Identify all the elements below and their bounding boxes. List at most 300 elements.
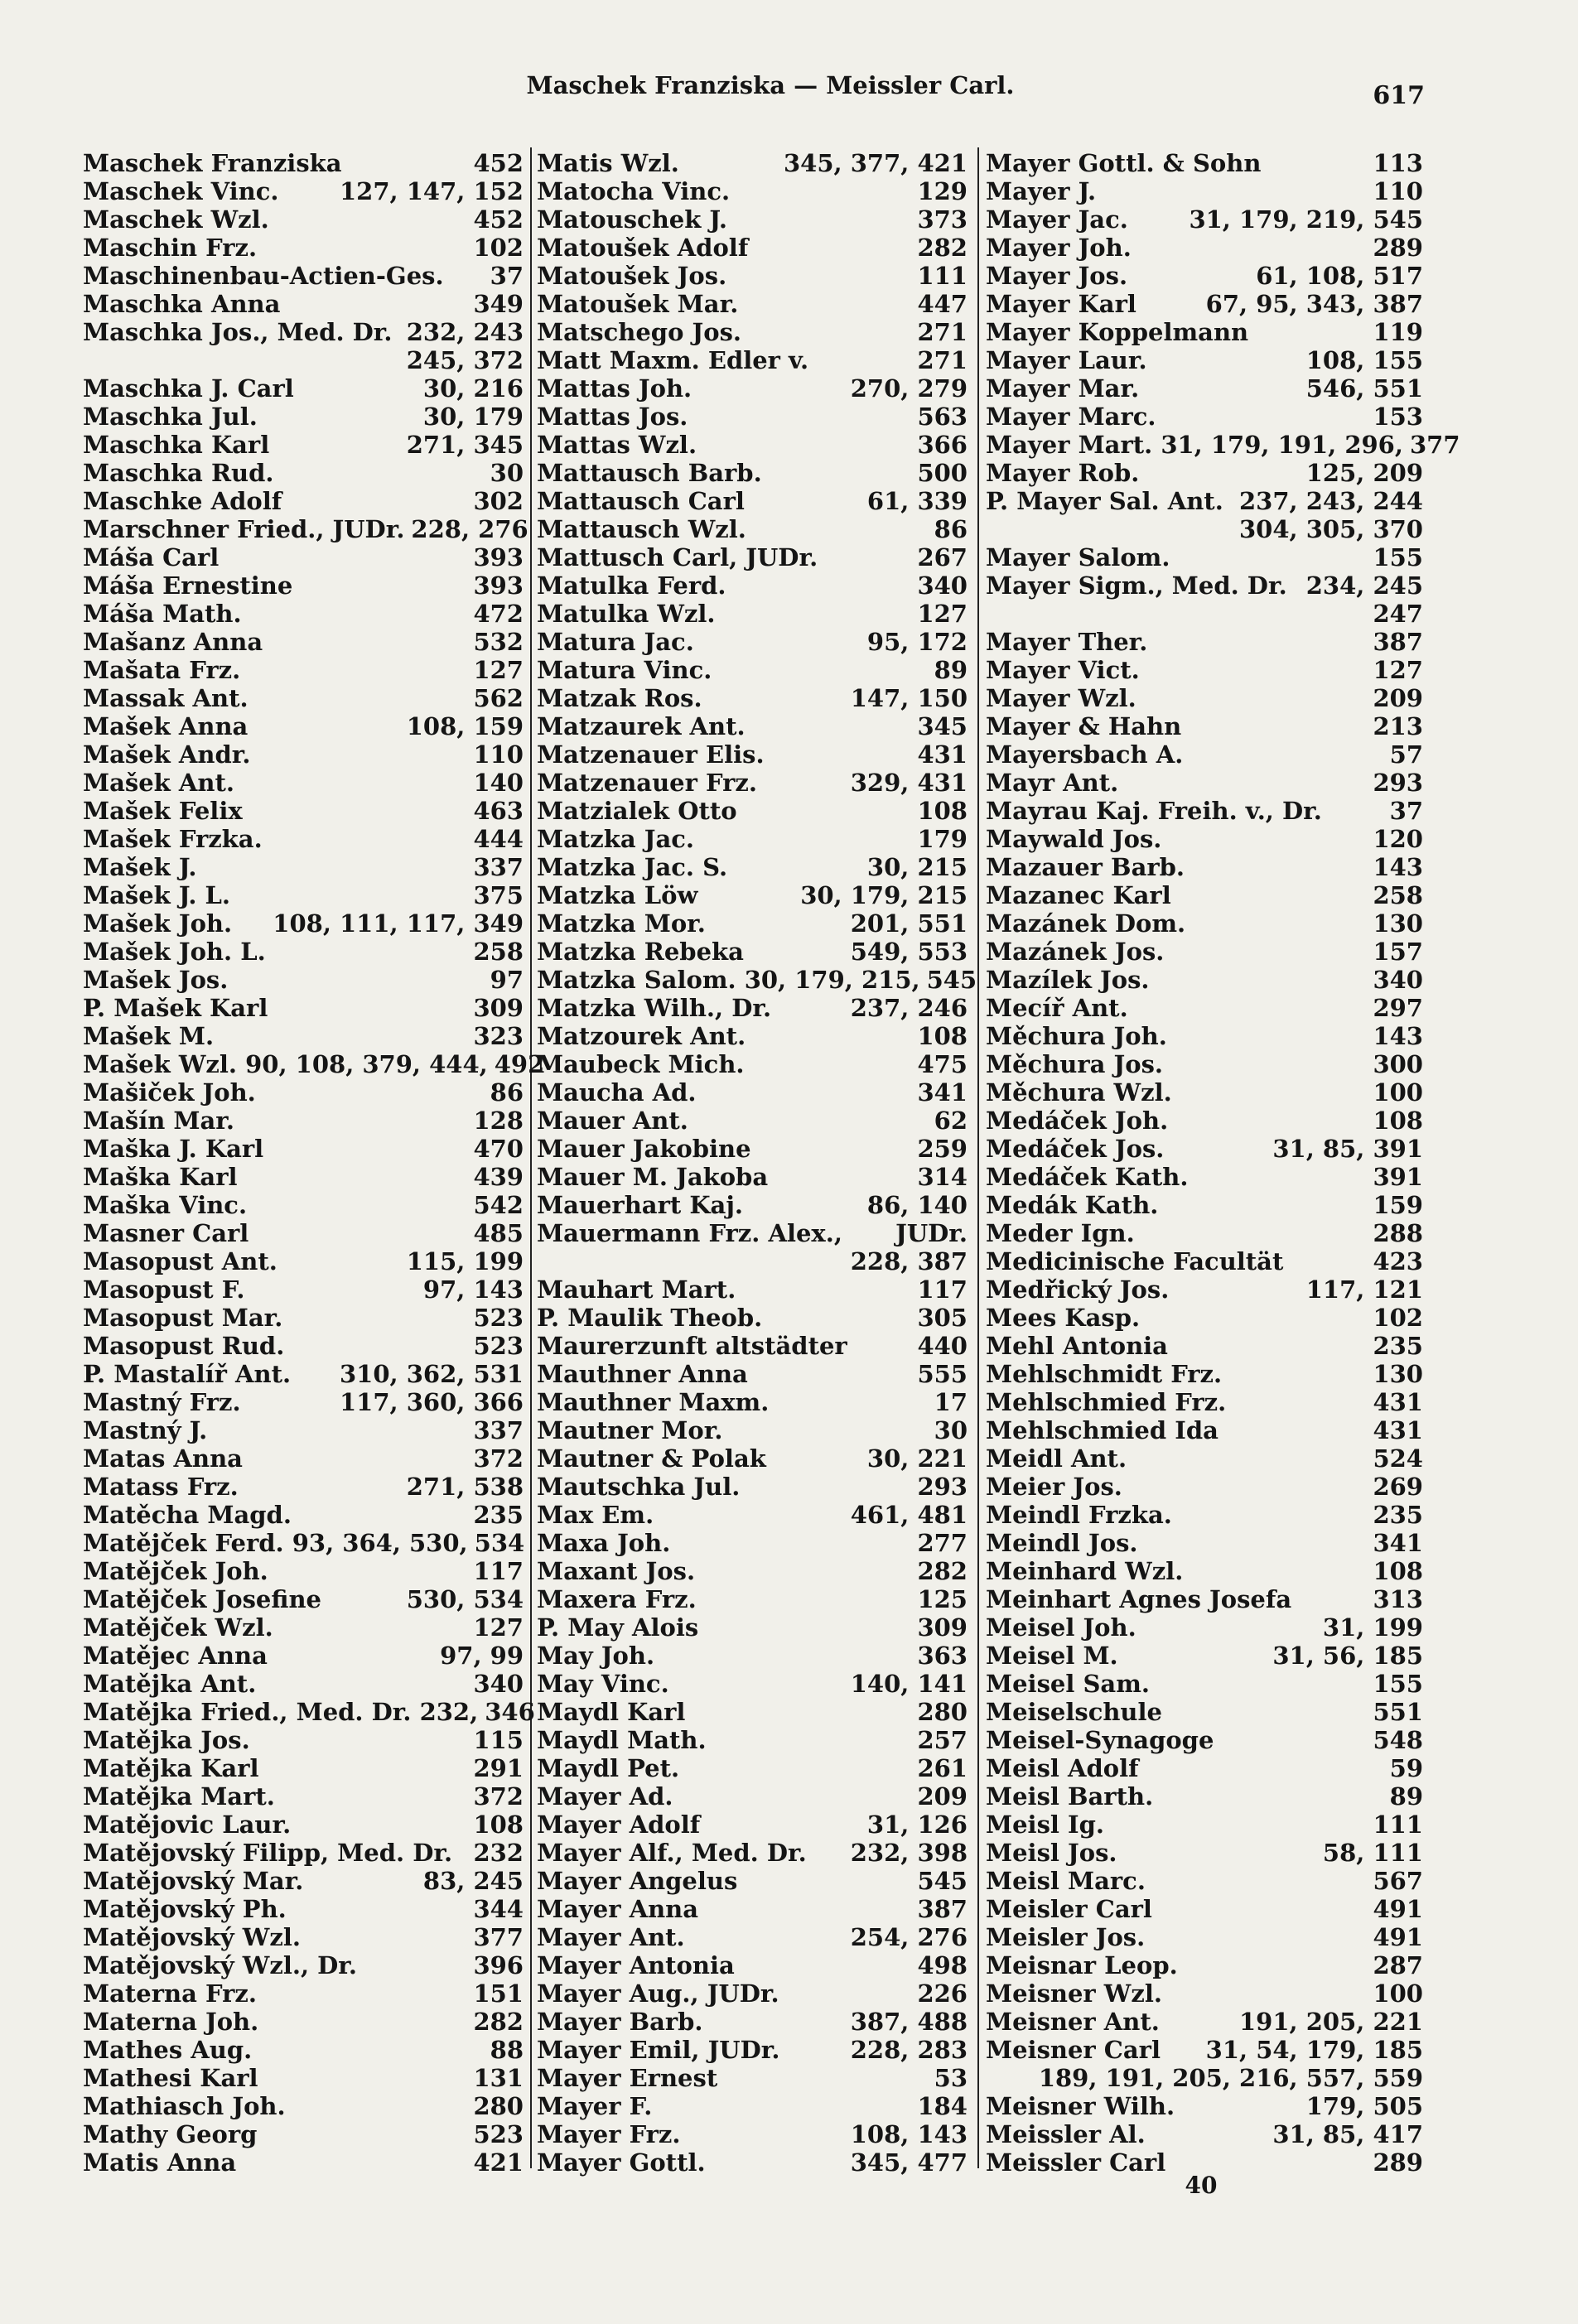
index-entry — [986, 1613, 1423, 1642]
entry-name: Matějec Anna — [83, 1642, 268, 1670]
index-entry — [537, 1304, 968, 1332]
entry-name: Mazánek Jos. — [986, 938, 1165, 966]
entry-name: Meisner Wilh. — [986, 2092, 1175, 2120]
index-entry — [986, 853, 1423, 881]
index-entry — [986, 262, 1423, 290]
index-column-2 — [537, 149, 977, 2177]
entry-pages: 270, 279 — [850, 374, 968, 403]
entry-name: Max Em. — [537, 1501, 654, 1529]
entry-name: Mattausch Barb. — [537, 459, 762, 487]
entry-pages: 157 — [1373, 938, 1423, 966]
entry-name: Matis Wzl. — [537, 149, 679, 177]
entry-name: Mayer Koppelmann — [986, 318, 1249, 346]
entry-name: Meisel Joh. — [986, 1613, 1136, 1642]
entry-name: Matějček Ferd. 93, 364, 530, — [83, 1529, 468, 1557]
entry-pages: 259 — [917, 1135, 968, 1163]
index-entry — [986, 1811, 1423, 1839]
entry-pages: 271, 538 — [406, 1473, 524, 1501]
entry-pages: 341 — [917, 1078, 968, 1107]
index-entry — [986, 205, 1423, 234]
entry-name: Matzak Ros. — [537, 684, 702, 712]
entry-pages: 237, 246 — [850, 994, 968, 1022]
index-entry — [537, 403, 968, 431]
index-entry — [537, 515, 968, 543]
entry-pages: 127 — [473, 1613, 524, 1642]
entry-pages: 61, 339 — [866, 487, 968, 515]
index-entry — [537, 205, 968, 234]
index-entry — [986, 1923, 1423, 1951]
index-entry — [986, 1979, 1423, 2008]
entry-name: Maška Karl — [83, 1163, 238, 1191]
index-entry — [537, 2092, 968, 2120]
entry-pages: 108, 143 — [850, 2120, 968, 2148]
index-entry — [537, 1867, 968, 1895]
entry-pages: 287 — [1373, 1951, 1423, 1979]
entry-name: Mašek Anna — [83, 712, 249, 740]
entry-name: Matzka Jac. — [537, 825, 695, 853]
entry-pages: 472 — [473, 600, 524, 628]
entry-name: Matějka Karl — [83, 1754, 259, 1782]
entry-pages: 258 — [473, 938, 524, 966]
page-header: Maschek Franziska — Meissler Carl. — [526, 71, 1015, 99]
entry-name: Maschka J. Carl — [83, 374, 294, 403]
entry-pages: 125, 209 — [1305, 459, 1423, 487]
index-entry — [986, 1163, 1423, 1191]
index-entry — [83, 374, 524, 403]
entry-pages: 548 — [1373, 1726, 1423, 1754]
entry-pages: 117 — [917, 1275, 968, 1304]
index-entry — [537, 825, 968, 853]
column-divider — [530, 147, 532, 2168]
entry-pages: 340 — [917, 571, 968, 600]
entry-pages: 551 — [1373, 1698, 1423, 1726]
entry-pages: 232, 243 — [406, 318, 524, 346]
entry-name: Matzenauer Frz. — [537, 769, 757, 797]
entry-name: Mauer M. Jakoba — [537, 1163, 769, 1191]
index-entry — [537, 2148, 968, 2177]
entry-name: Mayer Antonia — [537, 1951, 735, 1979]
entry-name: Mašek Felix — [83, 797, 243, 825]
entry-name: Mattas Jos. — [537, 403, 688, 431]
index-entry — [537, 1360, 968, 1388]
entry-pages: 323 — [473, 1022, 524, 1050]
entry-pages: 245, 372 — [406, 346, 524, 374]
index-entry — [537, 938, 968, 966]
index-entry — [537, 881, 968, 909]
entry-name: Matura Jac. — [537, 628, 694, 656]
index-entry — [537, 1275, 968, 1304]
index-entry — [83, 712, 524, 740]
entry-name: Masopust Mar. — [83, 1304, 283, 1332]
index-entry — [537, 1839, 968, 1867]
entry-pages: 341 — [1373, 1529, 1423, 1557]
entry-pages: 117, 360, 366 — [340, 1388, 524, 1416]
entry-pages: 128 — [473, 1107, 524, 1135]
index-entry — [986, 571, 1423, 600]
entry-pages: 140, 141 — [850, 1670, 968, 1698]
entry-name: Mauer Jakobine — [537, 1135, 751, 1163]
entry-name: Meisel M. — [986, 1642, 1118, 1670]
entry-name: Mayer Salom. — [986, 543, 1170, 571]
index-entry — [83, 1726, 524, 1754]
index-entry — [83, 1613, 524, 1642]
index-entry — [986, 1444, 1423, 1473]
index-entry — [986, 290, 1423, 318]
entry-name: Maurerzunft altstädter — [537, 1332, 847, 1360]
entry-name: Matějovský Ph. — [83, 1895, 287, 1923]
entry-name: P. Mašek Karl — [83, 994, 268, 1022]
index-entry — [83, 149, 524, 177]
entry-pages: 113 — [1373, 149, 1423, 177]
index-entry — [986, 234, 1423, 262]
entry-name: Maschka Rud. — [83, 459, 274, 487]
entry-name: Mašek Joh. L. — [83, 938, 266, 966]
entry-name: Matzenauer Elis. — [537, 740, 765, 769]
entry-pages: 86 — [490, 1078, 524, 1107]
index-entry — [83, 1670, 524, 1698]
index-entry — [537, 1642, 968, 1670]
entry-pages: 463 — [473, 797, 524, 825]
entry-pages: 143 — [1373, 853, 1423, 881]
entry-pages: 567 — [1373, 1867, 1423, 1895]
entry-name: Mattas Wzl. — [537, 431, 697, 459]
entry-name: Mazánek Dom. — [986, 909, 1186, 938]
entry-pages: 545 — [917, 1867, 968, 1895]
entry-pages: 129 — [917, 177, 968, 205]
index-entry — [986, 1050, 1423, 1078]
index-entry — [986, 1782, 1423, 1811]
entry-name: Medáček Joh. — [986, 1107, 1169, 1135]
entry-pages: 313 — [1373, 1585, 1423, 1613]
entry-pages: 530, 534 — [406, 1585, 524, 1613]
entry-pages: 102 — [1373, 1304, 1423, 1332]
entry-name: Mautschka Jul. — [537, 1473, 741, 1501]
entry-pages: 31, 56, 185 — [1272, 1642, 1423, 1670]
entry-name: P. Mayer Sal. Ant. — [986, 487, 1223, 515]
index-entry — [986, 1219, 1423, 1247]
index-entry — [537, 2008, 968, 2036]
entry-pages: 271 — [917, 346, 968, 374]
entry-name: Meder Ign. — [986, 1219, 1135, 1247]
entry-name: Meisel Sam. — [986, 1670, 1150, 1698]
index-entry — [83, 1951, 524, 1979]
entry-pages: 373 — [917, 205, 968, 234]
entry-name: Maschka Karl — [83, 431, 270, 459]
index-entry — [83, 177, 524, 205]
index-entry — [83, 1275, 524, 1304]
entry-pages: 372 — [473, 1782, 524, 1811]
index-entry — [986, 1388, 1423, 1416]
index-entry — [986, 149, 1423, 177]
entry-pages: 53 — [934, 2064, 968, 2092]
index-entry — [986, 712, 1423, 740]
entry-name: Medáček Jos. — [986, 1135, 1165, 1163]
entry-pages: 291 — [473, 1754, 524, 1782]
entry-name: Maucha Ad. — [537, 1078, 697, 1107]
index-entry — [537, 543, 968, 571]
index-entry — [986, 374, 1423, 403]
index-entry — [83, 318, 524, 346]
index-entry — [537, 262, 968, 290]
entry-pages: 30, 179 — [422, 403, 524, 431]
index-entry — [537, 1191, 968, 1219]
entry-name: Meisner Wzl. — [986, 1979, 1162, 2008]
entry-name: Meisel-Synagoge — [986, 1726, 1214, 1754]
entry-pages: 102 — [473, 234, 524, 262]
entry-pages: 555 — [917, 1360, 968, 1388]
entry-name: Meinhard Wzl. — [986, 1557, 1184, 1585]
entry-name: Mašek J. L. — [83, 881, 231, 909]
index-entry — [537, 1388, 968, 1416]
entry-name: Matura Vinc. — [537, 656, 712, 684]
index-entry — [986, 1022, 1423, 1050]
entry-pages: 108 — [1373, 1557, 1423, 1585]
entry-name: Mayersbach A. — [986, 740, 1184, 769]
entry-pages: 523 — [473, 1332, 524, 1360]
entry-pages: 125 — [917, 1585, 968, 1613]
index-entry — [537, 177, 968, 205]
index-entry — [986, 2064, 1423, 2092]
entry-pages: 492 — [494, 1050, 545, 1078]
entry-pages: 117 — [473, 1557, 524, 1585]
entry-pages: 226 — [917, 1979, 968, 2008]
index-entry — [986, 740, 1423, 769]
entry-pages: 304, 305, 370 — [1239, 515, 1423, 543]
entry-pages: 491 — [1373, 1895, 1423, 1923]
entry-pages: 366 — [917, 431, 968, 459]
entry-pages: 179, 505 — [1305, 2092, 1423, 2120]
entry-pages: 143 — [1373, 1022, 1423, 1050]
entry-pages: 108, 111, 117, 349 — [273, 909, 524, 938]
entry-name: Matoušek Mar. — [537, 290, 739, 318]
index-entry — [83, 1022, 524, 1050]
index-entry — [83, 1698, 535, 1726]
entry-pages: 130 — [1373, 909, 1423, 938]
index-entry — [83, 1050, 545, 1078]
index-entry — [537, 1501, 968, 1529]
entry-name: Mehlschmied Ida — [986, 1416, 1218, 1444]
index-entry — [537, 1726, 968, 1754]
index-entry — [537, 1529, 968, 1557]
entry-pages: 237, 243, 244 — [1239, 487, 1423, 515]
entry-pages: 86, 140 — [866, 1191, 968, 1219]
index-entry — [83, 1811, 524, 1839]
entry-pages: 201, 551 — [850, 909, 968, 938]
index-entry — [83, 1501, 524, 1529]
entry-pages: 431 — [917, 740, 968, 769]
index-entry — [83, 909, 524, 938]
index-entry — [83, 1867, 524, 1895]
index-entry — [986, 938, 1423, 966]
index-entry — [83, 2148, 524, 2177]
entry-pages: 440 — [917, 1332, 968, 1360]
entry-name: Masopust Ant. — [83, 1247, 277, 1275]
entry-pages: 155 — [1373, 1670, 1423, 1698]
entry-name: Maschek Wzl. — [83, 205, 269, 234]
entry-name: Mayer Rob. — [986, 459, 1140, 487]
entry-name: Mašek Andr. — [83, 740, 251, 769]
entry-name: Mayer Mar. — [986, 374, 1140, 403]
entry-name: Meisl Jos. — [986, 1839, 1117, 1867]
index-entry — [986, 1895, 1423, 1923]
index-entry — [83, 938, 524, 966]
entry-pages: 83, 245 — [422, 1867, 524, 1895]
entry-name: Maška Vinc. — [83, 1191, 248, 1219]
index-entry — [83, 1444, 524, 1473]
entry-name: Mayer Adolf — [537, 1811, 701, 1839]
entry-name: Matěcha Magd. — [83, 1501, 292, 1529]
entry-pages: 31, 85, 417 — [1272, 2120, 1423, 2148]
entry-pages: 542 — [473, 1191, 524, 1219]
index-entry — [83, 1895, 524, 1923]
entry-pages: 289 — [1373, 2148, 1423, 2177]
index-entry — [986, 1951, 1423, 1979]
index-entry — [986, 825, 1423, 853]
entry-pages: 391 — [1373, 1163, 1423, 1191]
printer-signature: 40 — [1185, 2172, 1218, 2199]
index-entry — [83, 290, 524, 318]
entry-pages: 282 — [917, 234, 968, 262]
entry-name: Maschinenbau-Actien-Ges. — [83, 262, 444, 290]
index-entry — [537, 1923, 968, 1951]
index-entry — [537, 656, 968, 684]
entry-name: Matějček Wzl. — [83, 1613, 273, 1642]
entry-pages: 297 — [1373, 994, 1423, 1022]
entry-name: Mecíř Ant. — [986, 994, 1128, 1022]
entry-pages: 110 — [1373, 177, 1423, 205]
entry-name: Mayer Emil, JUDr. — [537, 2036, 780, 2064]
entry-name: Meisnar Leop. — [986, 1951, 1178, 1979]
entry-pages: 363 — [917, 1642, 968, 1670]
entry-name: Mayr Ant. — [986, 769, 1119, 797]
entry-name: Mašek Frzka. — [83, 825, 263, 853]
entry-pages: 232 — [473, 1839, 524, 1867]
index-entry — [986, 1867, 1423, 1895]
entry-pages: 120 — [1373, 825, 1423, 853]
entry-name: Matzka Salom. 30, 179, 215, — [537, 966, 920, 994]
entry-pages: 337 — [473, 1416, 524, 1444]
entry-name: Mehlschmidt Frz. — [986, 1360, 1223, 1388]
entry-name: Mazanec Karl — [986, 881, 1171, 909]
entry-name: Matějovský Wzl. — [83, 1923, 301, 1951]
entry-pages: 89 — [934, 656, 968, 684]
index-entry — [537, 487, 968, 515]
entry-name: Matzialek Otto — [537, 797, 737, 825]
index-entry — [986, 1501, 1423, 1529]
entry-pages: 337 — [473, 853, 524, 881]
entry-name: Matějka Ant. — [83, 1670, 257, 1698]
entry-name: Mauerhart Kaj. — [537, 1191, 743, 1219]
index-entry — [986, 459, 1423, 487]
index-entry — [83, 1304, 524, 1332]
entry-pages: 127 — [473, 656, 524, 684]
entry-name: Maubeck Mich. — [537, 1050, 745, 1078]
entry-name: Medicinische Facultät — [986, 1247, 1284, 1275]
entry-pages: 393 — [473, 543, 524, 571]
entry-name: Maywald Jos. — [986, 825, 1162, 853]
entry-pages: 97, 99 — [440, 1642, 524, 1670]
entry-name: Mayer Ant. — [537, 1923, 685, 1951]
entry-name: Maschka Jul. — [83, 403, 258, 431]
index-entry — [986, 1360, 1423, 1388]
entry-pages: 340 — [1373, 966, 1423, 994]
entry-name: Mayer Vict. — [986, 656, 1140, 684]
entry-name: Marschner Fried., JUDr. — [83, 515, 405, 543]
index-entry — [537, 1135, 968, 1163]
entry-name: Máša Ernestine — [83, 571, 293, 600]
entry-name: Mayer Wzl. — [986, 684, 1136, 712]
entry-name: Meisner Ant. — [986, 2008, 1160, 2036]
entry-name: Mauhart Mart. — [537, 1275, 736, 1304]
entry-name: Meisler Jos. — [986, 1923, 1146, 1951]
entry-name: Meier Jos. — [986, 1473, 1122, 1501]
index-entry — [537, 1951, 968, 1979]
entry-pages: 108 — [917, 797, 968, 825]
entry-name: Matzka Mor. — [537, 909, 706, 938]
entry-name: Mehl Antonia — [986, 1332, 1168, 1360]
index-entry — [83, 346, 524, 374]
index-entry — [986, 177, 1423, 205]
entry-pages: 345, 477 — [850, 2148, 968, 2177]
entry-pages: 95, 172 — [866, 628, 968, 656]
entry-pages: 310, 362, 531 — [340, 1360, 524, 1388]
entry-name: Materna Frz. — [83, 1979, 257, 2008]
index-entry — [83, 2008, 524, 2036]
index-entry — [537, 712, 968, 740]
entry-pages: 17 — [934, 1388, 968, 1416]
entry-pages: 57 — [1389, 740, 1423, 769]
entry-pages: 228, 387 — [850, 1247, 968, 1275]
index-entry — [83, 2036, 524, 2064]
entry-name: Maxant Jos. — [537, 1557, 696, 1585]
entry-name: Matějovský Mar. — [83, 1867, 304, 1895]
index-entry — [537, 346, 968, 374]
entry-name: Medřický Jos. — [986, 1275, 1170, 1304]
page-number: 617 — [1373, 81, 1425, 110]
entry-pages: 387 — [917, 1895, 968, 1923]
index-entry — [83, 1416, 524, 1444]
entry-pages: 387, 488 — [850, 2008, 968, 2036]
index-entry — [537, 1979, 968, 2008]
entry-pages: 61, 108, 517 — [1256, 262, 1423, 290]
entry-pages: 396 — [473, 1951, 524, 1979]
entry-pages: 289 — [1373, 234, 1423, 262]
entry-name: Matzaurek Ant. — [537, 712, 746, 740]
index-entry — [537, 1557, 968, 1585]
entry-name: Massak Ant. — [83, 684, 249, 712]
entry-name: Mayer Jac. — [986, 205, 1128, 234]
entry-name: Mayer Alf., Med. Dr. — [537, 1839, 807, 1867]
index-entry — [83, 600, 524, 628]
entry-name: Matějovský Wzl., Dr. — [83, 1951, 357, 1979]
entry-pages: 314 — [917, 1163, 968, 1191]
entry-name: Matzourek Ant. — [537, 1022, 746, 1050]
index-entry — [83, 1332, 524, 1360]
index-entry — [986, 656, 1423, 684]
index-entry — [83, 1219, 524, 1247]
entry-pages: 117, 121 — [1305, 1275, 1423, 1304]
entry-pages: 111 — [1373, 1811, 1423, 1839]
entry-pages: 280 — [473, 2092, 524, 2120]
entry-name: Mašek Ant. — [83, 769, 234, 797]
entry-pages: 108, 155 — [1305, 346, 1423, 374]
entry-name: Maschin Frz. — [83, 234, 258, 262]
index-column-3 — [986, 149, 1460, 2177]
entry-name: Matějovic Laur. — [83, 1811, 292, 1839]
index-entry — [83, 403, 524, 431]
entry-pages: 523 — [473, 2120, 524, 2148]
entry-pages: 439 — [473, 1163, 524, 1191]
